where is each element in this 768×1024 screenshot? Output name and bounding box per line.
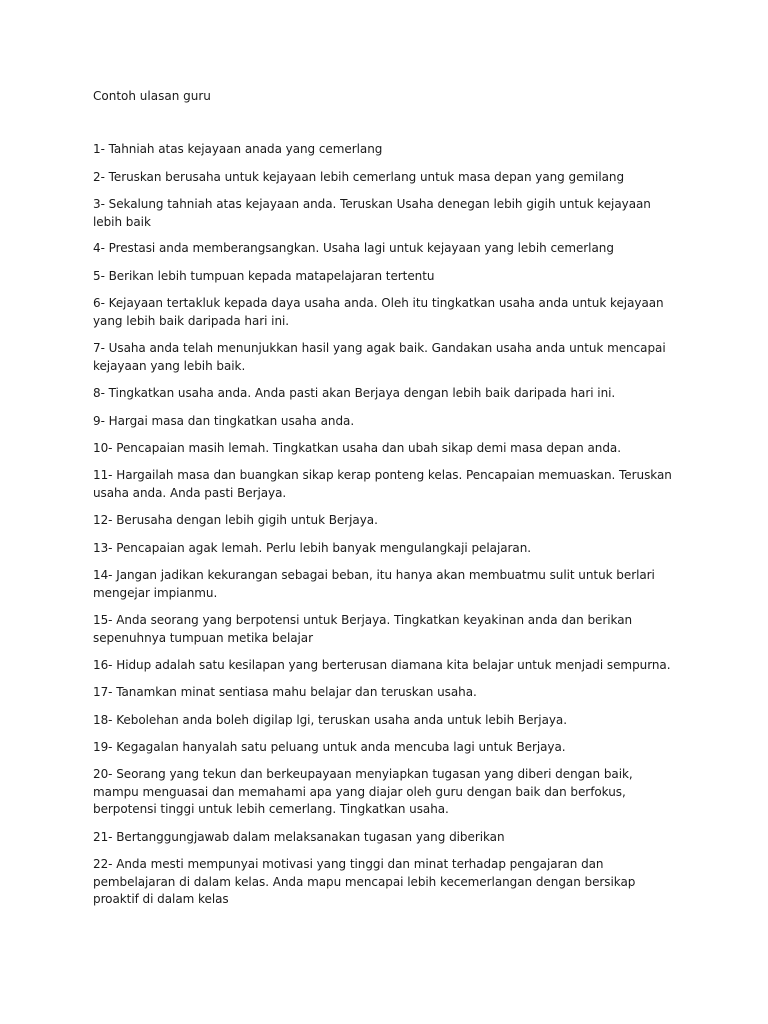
list-item: 22- Anda mesti mempunyai motivasi yang tinggi dan minat terhadap pengajaran dan pembelajaran di dalam kelas. Anda mapu mencapai lebih kecemerlangan dengan bersikap proaktif di dalam kelas [93,857,636,906]
document-title: Contoh ulasan guru [93,89,211,103]
list-item: 21- Bertanggungjawab dalam melaksanakan tugasan yang diberikan [93,830,505,844]
list-item: 19- Kegagalan hanyalah satu peluang untuk anda mencuba lagi untuk Berjaya. [93,740,566,754]
list-item: 17- Tanamkan minat sentiasa mahu belajar dan teruskan usaha. [93,685,477,699]
list-item: 1- Tahniah atas kejayaan anada yang cemerlang [93,142,383,156]
list-item: 10- Pencapaian masih lemah. Tingkatkan usaha dan ubah sikap demi masa depan anda. [93,441,621,455]
list-item: 11- Hargailah masa dan buangkan sikap kerap ponteng kelas. Pencapaian memuaskan. Teruskan usaha anda. Anda pasti Berjaya. [93,468,672,500]
list-item: 2- Teruskan berusaha untuk kejayaan lebih cemerlang untuk masa depan yang gemilang [93,170,625,184]
list-item: 16- Hidup adalah satu kesilapan yang berterusan diamana kita belajar untuk menjadi sempurna. [93,658,671,672]
list-item: 12- Berusaha dengan lebih gigih untuk Berjaya. [93,513,378,527]
list-item: 15- Anda seorang yang berpotensi untuk Berjaya. Tingkatkan keyakinan anda dan berikan sepenuhnya tumpuan metika belajar [93,613,633,645]
list-item: 18- Kebolehan anda boleh digilap lgi, teruskan usaha anda untuk lebih Berjaya. [93,713,567,727]
list-item: 6- Kejayaan tertakluk kepada daya usaha anda. Oleh itu tingkatkan usaha anda untuk kejayaan yang lebih baik daripada hari ini. [93,296,664,328]
list-item: 8- Tingkatkan usaha anda. Anda pasti akan Berjaya dengan lebih baik daripada hari ini. [93,386,616,400]
list-item: 13- Pencapaian agak lemah. Perlu lebih banyak mengulangkaji pelajaran. [93,541,532,555]
list-item: 4- Prestasi anda memberangsangkan. Usaha lagi untuk kejayaan yang lebih cemerlang [93,241,614,255]
list-item: 5- Berikan lebih tumpuan kepada matapelajaran tertentu [93,269,435,283]
list-item: 20- Seorang yang tekun dan berkeupayaan menyiapkan tugasan yang diberi dengan baik, mampu menguasai dan memahami apa yang diajar oleh guru dengan baik dan berfokus, berpotensi tinggi untuk lebih cemerlang. Tingkatkan usaha. [93,767,633,816]
list-item: 14- Jangan jadikan kekurangan sebagai beban, itu hanya akan membuatmu sulit untuk berlari mengejar impianmu. [93,568,655,600]
list-item: 9- Hargai masa dan tingkatkan usaha anda. [93,414,355,428]
list-item: 3- Sekalung tahniah atas kejayaan anda. Teruskan Usaha denegan lebih gigih untuk kejayaan lebih baik [93,197,651,229]
list-item: 7- Usaha anda telah menunjukkan hasil yang agak baik. Gandakan usaha anda untuk mencapai kejayaan yang lebih baik. [93,341,666,373]
